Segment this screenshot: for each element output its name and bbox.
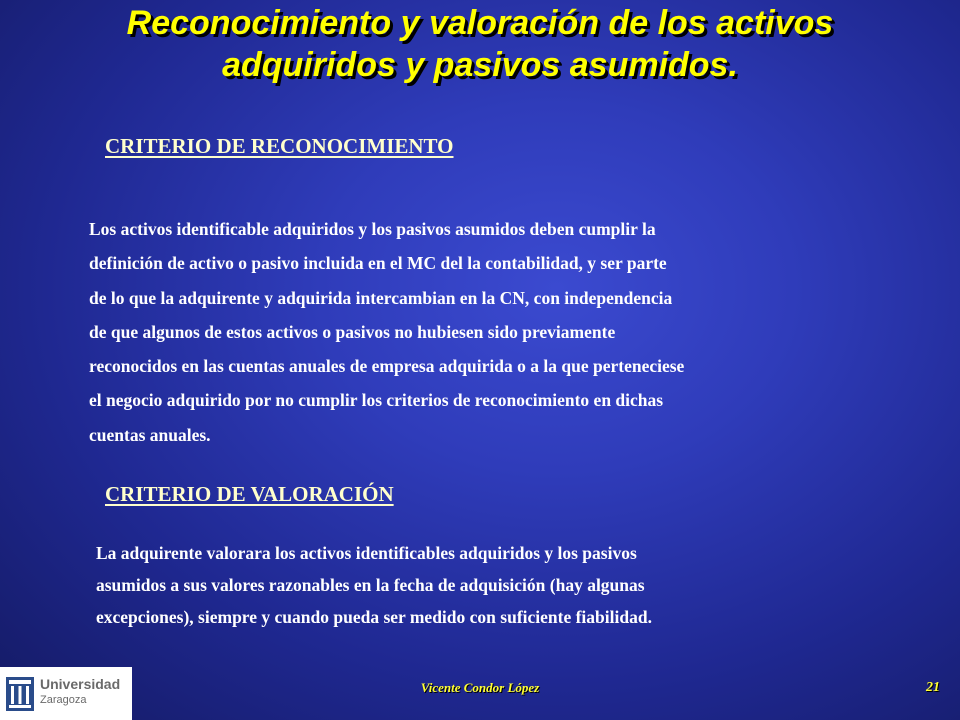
recognition-paragraph [89, 212, 919, 452]
paragraph-line: asumidos a sus valores razonables en la fecha de adquisición (hay algunas [96, 575, 645, 595]
paragraph-line: cuentas anuales. [89, 424, 211, 445]
logo-text-zaragoza: Zaragoza [40, 694, 87, 706]
paragraph-line: de lo que la adquirente y adquirida intercambian en la CN, con independencia [89, 287, 673, 308]
slide-title-line2: adquiridos y pasivos asumidos. [222, 46, 738, 84]
page-number: 21 [926, 680, 940, 695]
paragraph-line: La adquirente valorara los activos identificables adquiridos y los pasivos [96, 543, 637, 563]
paragraph-line: excepciones), siempre y cuando pueda ser medido con suficiente fiabilidad. [96, 607, 652, 627]
paragraph-line: reconocidos en las cuentas anuales de empresa adquirida o a la que perteneciese [89, 356, 685, 377]
paragraph-line: de que algunos de estos activos o pasivos no hubiesen sido previamente [89, 321, 616, 342]
logo-text-universidad: Universidad [40, 676, 121, 692]
slide-title-line1: Reconocimiento y valoración de los activos [126, 4, 834, 42]
section-heading-valuation: CRITERIO DE VALORACIÓN [105, 482, 394, 506]
author-name: Vicente Condor López [420, 680, 540, 695]
paragraph-line: el negocio adquirido por no cumplir los criterios de reconocimiento en dichas [89, 390, 664, 411]
valuation-paragraph [96, 537, 916, 633]
section-heading-recognition: CRITERIO DE RECONOCIMIENTO [105, 134, 454, 158]
slide-title [0, 2, 960, 86]
paragraph-line: definición de activo o pasivo incluida en el MC del la contabilidad, y ser parte [89, 253, 667, 274]
paragraph-line: Los activos identificable adquiridos y los pasivos asumidos deben cumplir la [89, 219, 656, 239]
